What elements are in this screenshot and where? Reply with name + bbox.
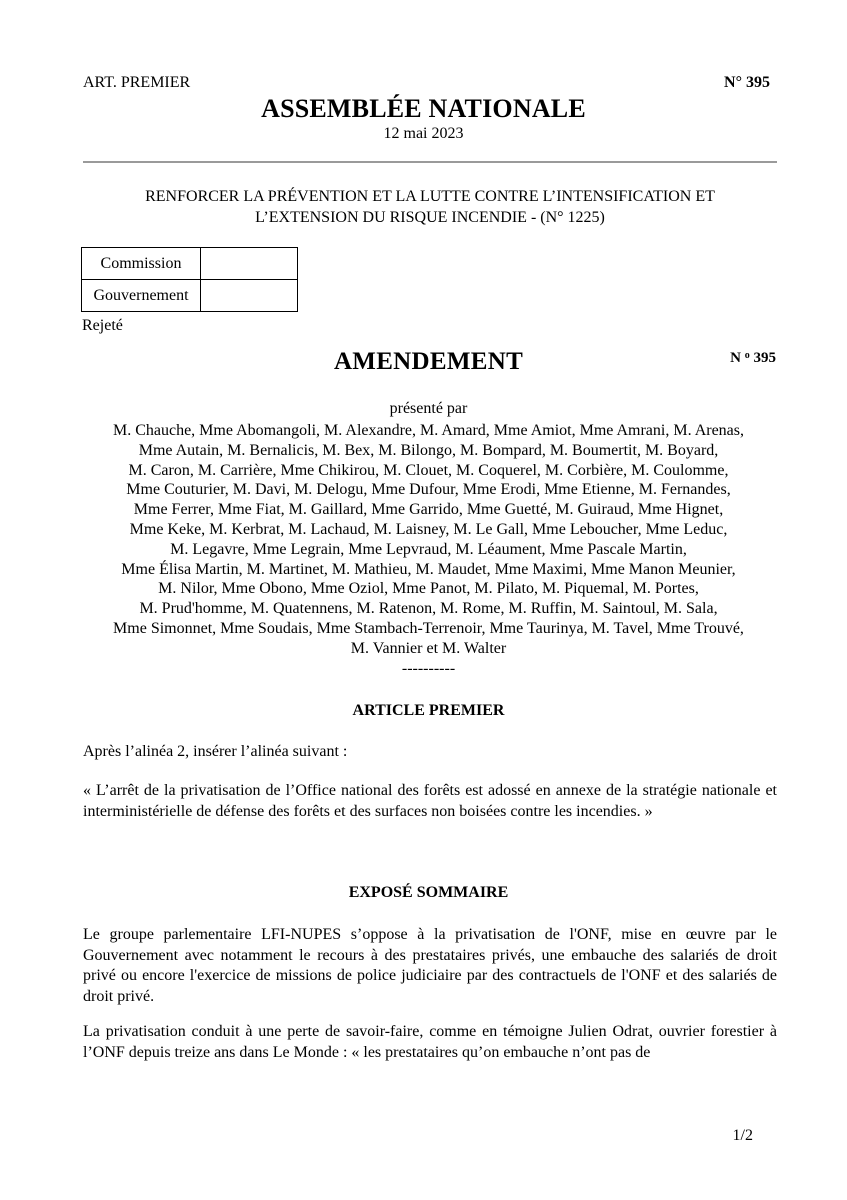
amendment-number <box>730 350 776 367</box>
status-table <box>81 247 298 312</box>
status-row-commission <box>82 248 298 280</box>
amendment-heading: AMENDEMENT <box>333 348 524 375</box>
author-line: Mme Ferrer, Mme Fiat, M. Gaillard, Mme Garrido, Mme Guetté, M. Guiraud, Mme Hignet, <box>133 501 724 519</box>
author-line: Mme Keke, M. Kerbrat, M. Lachaud, M. Laisney, M. Le Gall, Mme Leboucher, Mme Leduc, <box>129 520 728 538</box>
author-line: Mme Couturier, M. Davi, M. Delogu, Mme Dufour, Mme Erodi, Mme Etienne, M. Fernandes, <box>126 481 731 499</box>
status-label: Gouvernement <box>82 280 201 312</box>
author-line: Mme Autain, M. Bernalicis, M. Bex, M. Bilongo, M. Bompard, M. Boumertit, M. Boyard, <box>138 441 719 459</box>
status-value <box>201 248 298 280</box>
article-heading: ARTICLE PREMIER <box>352 702 505 719</box>
article-instruction: Après l’alinéa 2, insérer l’alinéa suivant : <box>83 743 348 760</box>
author-line: M. Vannier et M. Walter <box>350 639 507 657</box>
author-line: Mme Élisa Martin, M. Martinet, M. Mathieu, M. Maudet, Mme Maximi, Mme Manon Meunier, <box>121 560 736 578</box>
status-label: Commission <box>82 248 201 280</box>
article-reference: ART. PREMIER <box>83 74 191 91</box>
author-line: M. Caron, M. Carrière, Mme Chikirou, M. Clouet, M. Coquerel, M. Corbière, M. Coulomme, <box>128 461 729 479</box>
header-divider <box>83 161 777 163</box>
number-value: 395 <box>753 350 776 366</box>
author-line: M. Chauche, Mme Abomangoli, M. Alexandre, M. Amard, Mme Amiot, Mme Amrani, M. Arenas, <box>112 422 745 439</box>
bill-title <box>83 186 777 228</box>
amendment-number-header: N° 395 <box>724 74 770 91</box>
expose-heading: EXPOSÉ SOMMAIRE <box>348 884 509 901</box>
number-prefix: N <box>730 350 741 366</box>
status-value <box>201 280 298 312</box>
author-line: Mme Simonnet, Mme Soudais, Mme Stambach-Terrenoir, Mme Taurinya, M. Tavel, Mme Trouvé, <box>113 619 744 637</box>
author-line: M. Legavre, Mme Legrain, Mme Lepvraud, M. Léaument, Mme Pascale Martin, <box>170 540 687 558</box>
document-date: 12 mai 2023 <box>383 125 464 142</box>
number-superscript: o <box>744 350 750 361</box>
inserted-paragraph: « L’arrêt de la privatisation de l’Office national des forêts est adossé en annexe de la stratégie nationale et interministérielle de défense des forêts et des surfaces non boisées contre les incendies. » <box>83 782 777 820</box>
institution-title: ASSEMBLÉE NATIONALE <box>261 94 586 123</box>
bill-title-line: RENFORCER LA PRÉVENTION ET LA LUTTE CONTRE L’INTENSIFICATION ET <box>145 188 715 205</box>
authors-list <box>78 421 779 659</box>
page-number: 1/2 <box>732 1127 753 1144</box>
expose-paragraph: Le groupe parlementaire LFI-NUPES s’oppose à la privatisation de l'ONF, mise en œuvre par le Gouvernement avec notamment le recours à des prestataires privés, une embauche des salariés de droit privé ou encore l'exercice de missions de police judiciaire par des contractuels de l'ONF et des salariés de droit privé. <box>83 926 777 1005</box>
outcome-label: Rejeté <box>82 317 123 334</box>
author-line: M. Nilor, Mme Obono, Mme Oziol, Mme Panot, M. Pilato, M. Piquemal, M. Portes, <box>158 580 699 598</box>
author-line: M. Prud'homme, M. Quatennens, M. Ratenon, M. Rome, M. Ruffin, M. Saintoul, M. Sala, <box>139 600 718 618</box>
presented-by: présenté par <box>389 400 468 417</box>
expose-paragraph: La privatisation conduit à une perte de savoir-faire, comme en témoigne Julien Odrat, ouvrier forestier à l’ONF depuis treize ans dans Le Monde : « les prestataires qu’on embauche n’ont pas de <box>83 1023 777 1061</box>
bill-title-line: L’EXTENSION DU RISQUE INCENDIE - (N° 1225) <box>255 209 605 226</box>
status-row-gouvernement <box>82 280 298 312</box>
separator: ---------- <box>401 660 456 677</box>
